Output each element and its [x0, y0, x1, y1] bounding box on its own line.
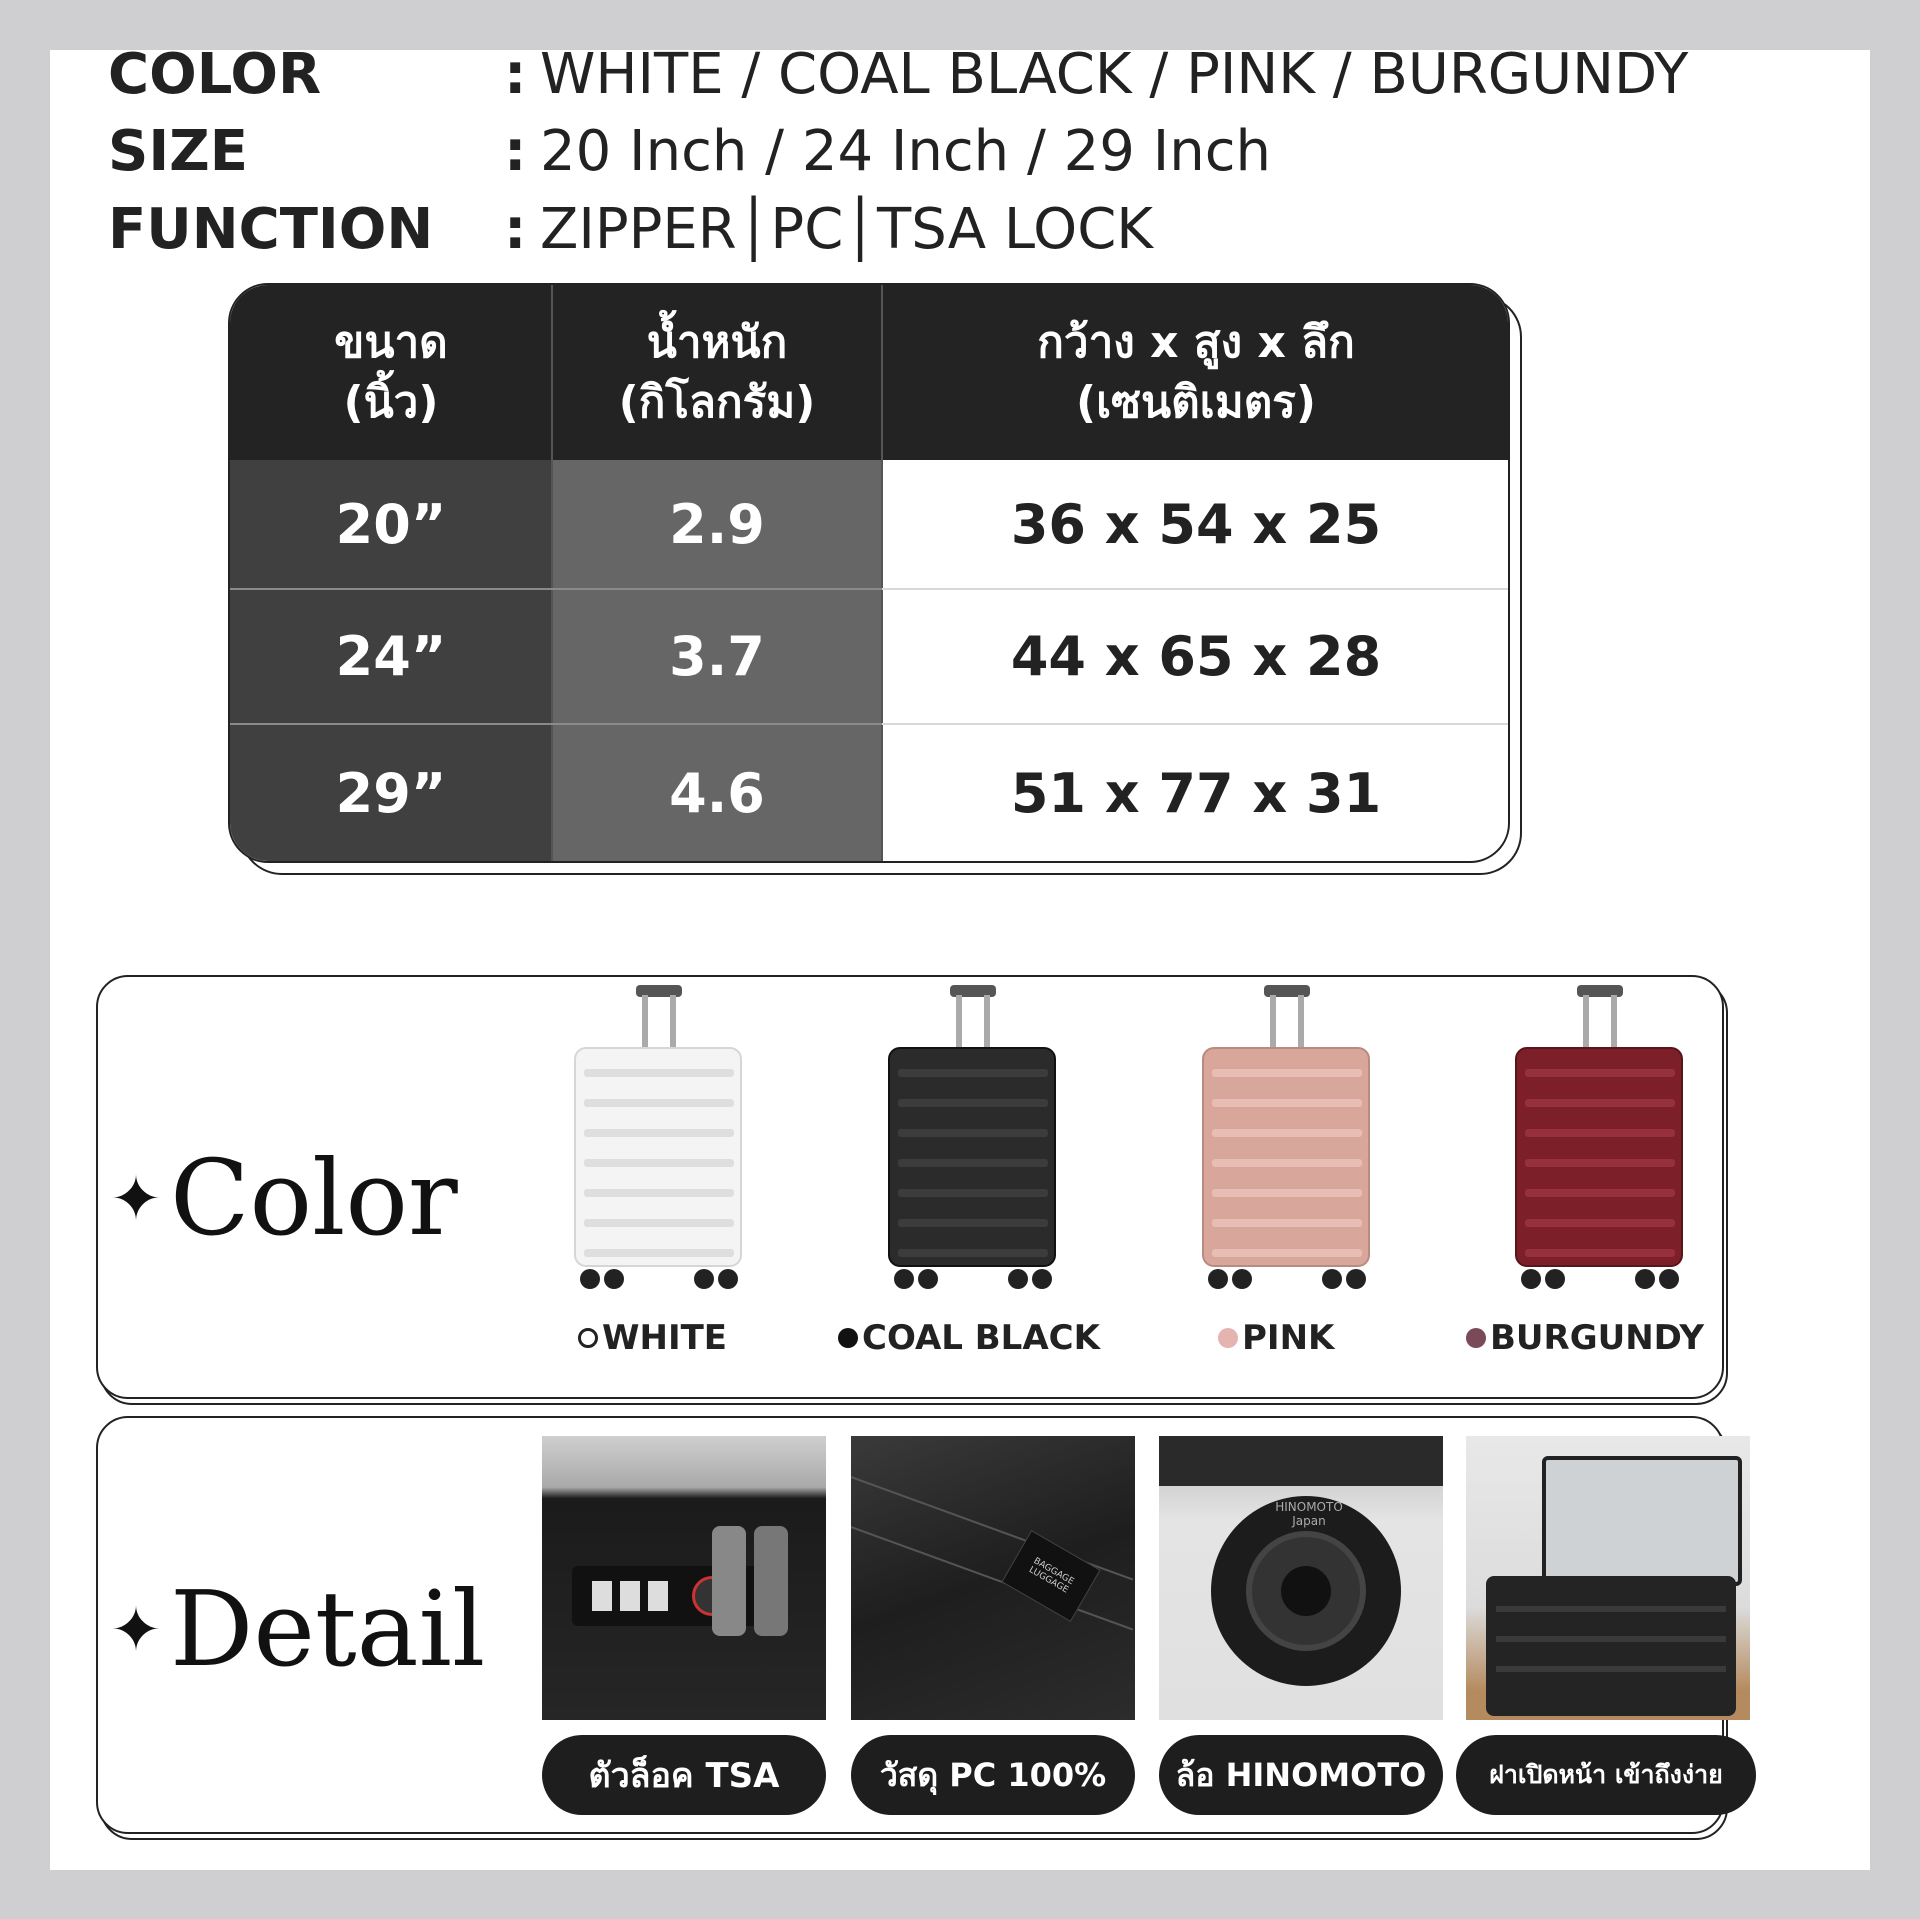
spec-color-value: WHITE / COAL BLACK / PINK / BURGUNDY: [540, 42, 1689, 107]
header-dims: [882, 285, 1510, 460]
header-weight-line2: (กิโลกรัม): [618, 376, 816, 428]
color-label: PINK: [1242, 1318, 1335, 1358]
trolley-handle: [1577, 985, 1623, 1049]
spec-function-label: FUNCTION: [108, 197, 434, 262]
spec-size-label: SIZE: [108, 119, 249, 184]
spec-function-value: ZIPPER│PC│TSA LOCK: [540, 197, 1154, 262]
row-size: 24”: [335, 625, 447, 688]
color-caption-coal-black: [838, 1318, 1100, 1358]
color-caption-pink: [1218, 1318, 1334, 1358]
color-label: BURGUNDY: [1490, 1318, 1705, 1358]
black-dot-icon: [838, 1328, 858, 1348]
row-dims: 51 x 77 x 31: [1010, 761, 1382, 825]
header-dims-line1: กว้าง x สูง x ลึก: [1037, 316, 1355, 368]
spec-colon: :: [504, 197, 527, 262]
suitcase-shell: [888, 1047, 1056, 1267]
suitcase-shell: [1515, 1047, 1683, 1267]
size-table: [228, 283, 1510, 863]
trolley-handle: [636, 985, 682, 1049]
row-weight: 2.9: [669, 492, 765, 556]
trolley-handle: [1264, 985, 1310, 1049]
spec-size-value: 20 Inch / 24 Inch / 29 Inch: [540, 119, 1271, 184]
suitcase-burgundy-image: [1505, 985, 1685, 1285]
color-label: COAL BLACK: [862, 1318, 1100, 1358]
pc-material-photo: [851, 1436, 1135, 1720]
table-row: [230, 460, 1508, 588]
header-dims-line2: (เซนติเมตร): [1075, 376, 1317, 428]
detail-label-pc-material: วัสดุ PC 100%: [851, 1735, 1135, 1815]
hinomoto-wheel-photo: [1159, 1436, 1443, 1720]
trolley-handle: [950, 985, 996, 1049]
suitcase-white-image: [564, 985, 744, 1285]
table-row: [230, 725, 1508, 861]
baggage-badge: BAGGAGE LUGGAGE: [1001, 1530, 1100, 1622]
row-dims: 36 x 54 x 25: [1010, 492, 1382, 556]
open-front-photo: [1466, 1436, 1750, 1720]
spec-colon: :: [504, 42, 527, 107]
row-size: 29”: [335, 761, 447, 825]
detail-panel-title: [110, 1568, 485, 1690]
color-panel-title: [110, 1137, 458, 1259]
row-weight: 3.7: [669, 625, 765, 688]
table-row: [230, 590, 1508, 723]
pink-dot-icon: [1218, 1328, 1238, 1348]
star-icon: ✦: [110, 1161, 162, 1235]
detail-title-text: Detail: [169, 1568, 486, 1690]
spec-color-label: COLOR: [108, 42, 322, 107]
row-dims: 44 x 65 x 28: [1010, 625, 1382, 688]
detail-label-open-front: ฝาเปิดหน้า เข้าถึงง่าย: [1456, 1735, 1756, 1815]
suitcase-pink-image: [1192, 985, 1372, 1285]
header-size-line1: ขนาด: [334, 316, 448, 368]
color-caption-white: [578, 1318, 727, 1358]
star-icon: ✦: [110, 1592, 162, 1666]
detail-label-tsa-lock: ตัวล็อค TSA: [542, 1735, 826, 1815]
header-size-line2: (นิ้ว): [343, 376, 439, 428]
color-label: WHITE: [602, 1318, 728, 1358]
spec-colon: :: [504, 119, 527, 184]
tsa-lock-photo: [542, 1436, 826, 1720]
burgundy-dot-icon: [1466, 1328, 1486, 1348]
header-weight-line1: น้ำหนัก: [646, 316, 788, 368]
header-weight: [552, 285, 882, 460]
header-size: [230, 285, 552, 460]
suitcase-shell: [574, 1047, 742, 1267]
color-title-text: Color: [169, 1137, 458, 1259]
wheel-brand-text: HINOMOTO Japan: [1275, 1500, 1343, 1528]
color-caption-burgundy: [1466, 1318, 1704, 1358]
row-size: 20”: [335, 492, 447, 556]
white-dot-icon: [578, 1328, 598, 1348]
suitcase-shell: [1202, 1047, 1370, 1267]
detail-label-hinomoto-wheel: ล้อ HINOMOTO: [1159, 1735, 1443, 1815]
row-weight: 4.6: [669, 761, 765, 825]
suitcase-coal-black-image: [878, 985, 1058, 1285]
